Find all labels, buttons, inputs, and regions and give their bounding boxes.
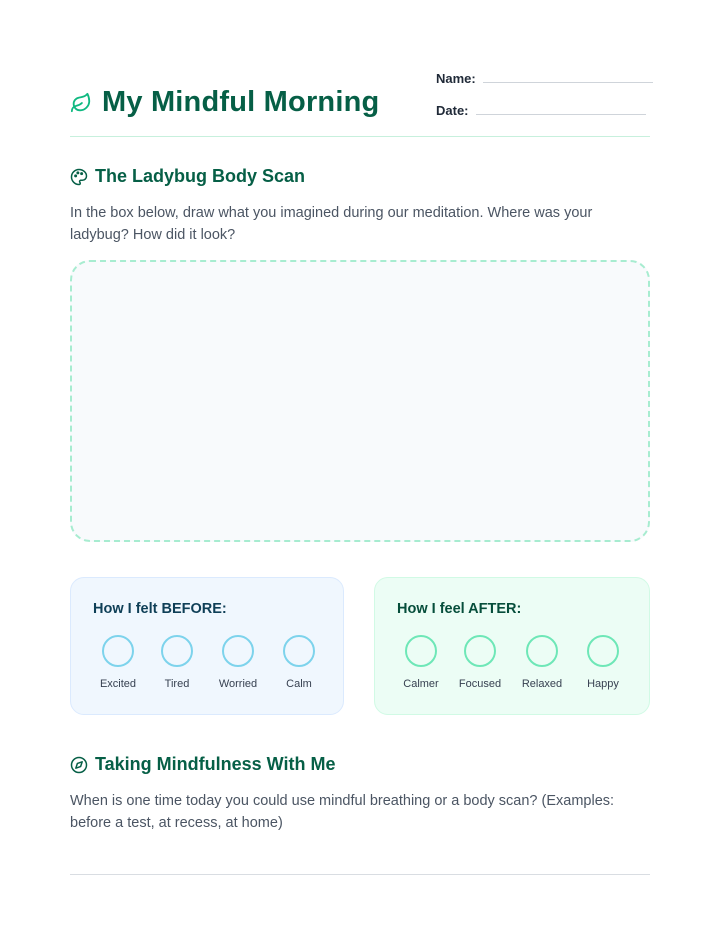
palette-icon [70,168,88,186]
mood-circle[interactable] [526,635,558,667]
after-option-happy[interactable] [568,635,638,690]
scan-instructions: In the box below, draw what you imagined during our meditation. Where was your ladybug? How did it look? [70,205,593,243]
leaf-icon [70,92,92,114]
date-label: Date: [436,103,469,118]
before-option-worried[interactable] [203,635,273,690]
title-group [70,86,379,119]
option-label: Relaxed [521,678,563,690]
drawing-box[interactable] [70,260,650,542]
mood-circle[interactable] [102,635,134,667]
option-label: Focused [458,678,502,690]
before-option-tired[interactable] [142,635,212,690]
compass-icon [70,756,88,774]
name-label: Name: [436,71,476,86]
before-mood-card [70,577,344,715]
name-field[interactable] [436,71,653,86]
option-label: Happy [587,678,619,690]
before-title: How I felt BEFORE: [93,601,227,617]
takeaway-prompt: When is one time today you could use mindful breathing or a body scan? (Examples: before a test, at recess, at home) [70,793,615,831]
after-mood-card [374,577,650,715]
option-label: Calmer [403,678,439,690]
mood-circle[interactable] [161,635,193,667]
before-option-calm[interactable] [264,635,334,690]
mood-circle[interactable] [405,635,437,667]
option-label: Excited [99,678,137,690]
date-field[interactable] [436,103,646,118]
scan-section-header [70,166,305,187]
answer-line[interactable] [70,874,650,875]
after-option-relaxed[interactable] [507,635,577,690]
takeaway-section-header [70,754,336,775]
takeaway-title: Taking Mindfulness With Me [95,754,336,774]
after-options [375,635,649,695]
page-title: My Mindful Morning [102,86,380,118]
after-title: How I feel AFTER: [397,601,522,617]
worksheet-header [70,60,650,137]
mood-circle[interactable] [587,635,619,667]
before-options [71,635,343,695]
option-label: Worried [218,678,258,690]
name-line[interactable] [483,81,653,83]
option-label: Tired [164,678,190,690]
scan-title: The Ladybug Body Scan [95,166,306,186]
mood-circle[interactable] [222,635,254,667]
date-line[interactable] [476,113,646,115]
after-option-focused[interactable] [445,635,515,690]
option-label: Calm [286,678,312,690]
mood-circle[interactable] [464,635,496,667]
mood-circle[interactable] [283,635,315,667]
